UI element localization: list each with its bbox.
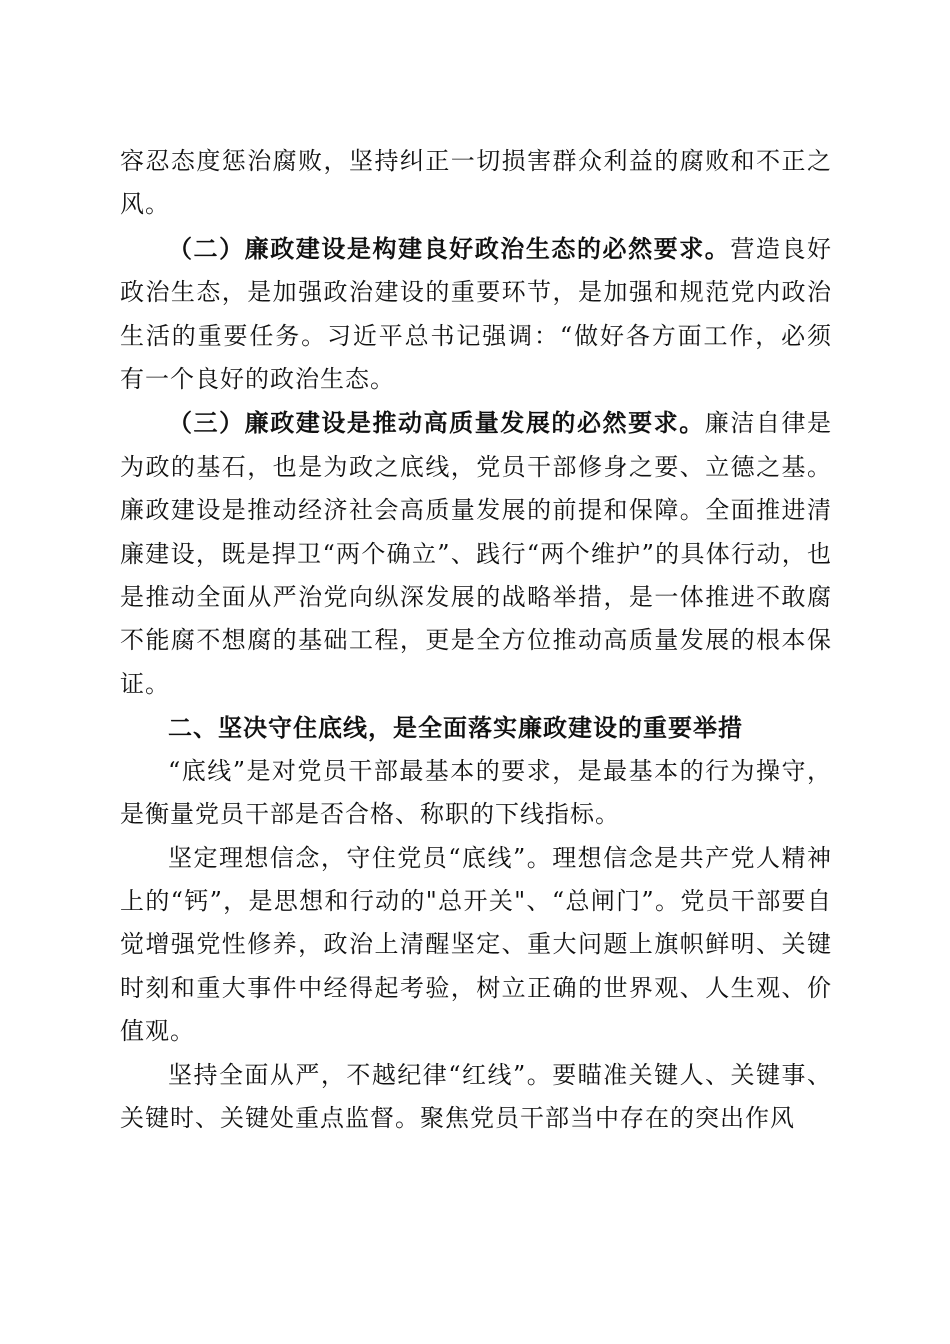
paragraph-continuation (120, 140, 832, 227)
section-lead-sentence: （二）廉政建设是构建良好政治生态的必然要求。 (168, 233, 731, 263)
paragraph-section-two (120, 227, 832, 402)
paragraph-text: “底线”是对党员干部最基本的要求，是最基本的行为操守，是衡量党员干部是否合格、称职的下线指标。 (120, 756, 832, 829)
paragraph-text: 廉洁自律是为政的基石，也是为政之底线，党员干部修身之要、立德之基。廉政建设是推动经济社会高质量发展的前提和保障。全面推进清廉建设，既是捍卫“两个确立”、践行“两个维护”的具体行动，也是推动全面从严治党向纵深发展的战略举措，是一体推进不敢腐不能腐不想腐的基础工程，更是全方位推动高质量发展的根本保证。 (120, 409, 833, 698)
section-lead-sentence: （三）廉政建设是推动高质量发展的必然要求。 (168, 408, 705, 438)
paragraph-text: 容忍态度惩治腐败，坚持纠正一切损害群众利益的腐败和不正之风。 (120, 147, 832, 219)
document-page (120, 140, 832, 1140)
paragraph-strict-discipline (120, 1054, 832, 1141)
paragraph-bottom-line-definition (120, 750, 832, 837)
paragraph-ideals-beliefs (120, 837, 832, 1054)
section-heading (120, 706, 832, 749)
heading-text: 二、坚决守住底线，是全面落实廉政建设的重要举措 (168, 713, 743, 743)
paragraph-text: 坚持全面从严，不越纪律“红线”。要瞄准关键人、关键事、关键时、关键处重点监督。聚焦党员干部当中存在的突出作风 (120, 1060, 832, 1132)
paragraph-text: 坚定理想信念，守住党员“底线”。理想信念是共产党人精神上的“钙”，是思想和行动的"总开关"、“总闸门”。党员干部要自觉增强党性修养，政治上清醒坚定、重大问题上旗帜鲜明、关键时刻和重大事件中经得起考验，树立正确的世界观、人生观、价值观。 (120, 843, 832, 1046)
paragraph-text: 营造良好政治生态，是加强政治建设的重要环节，是加强和规范党内政治生活的重要任务。习近平总书记强调：“做好各方面工作，必须有一个良好的政治生态。 (120, 234, 833, 394)
paragraph-section-three (120, 401, 832, 706)
